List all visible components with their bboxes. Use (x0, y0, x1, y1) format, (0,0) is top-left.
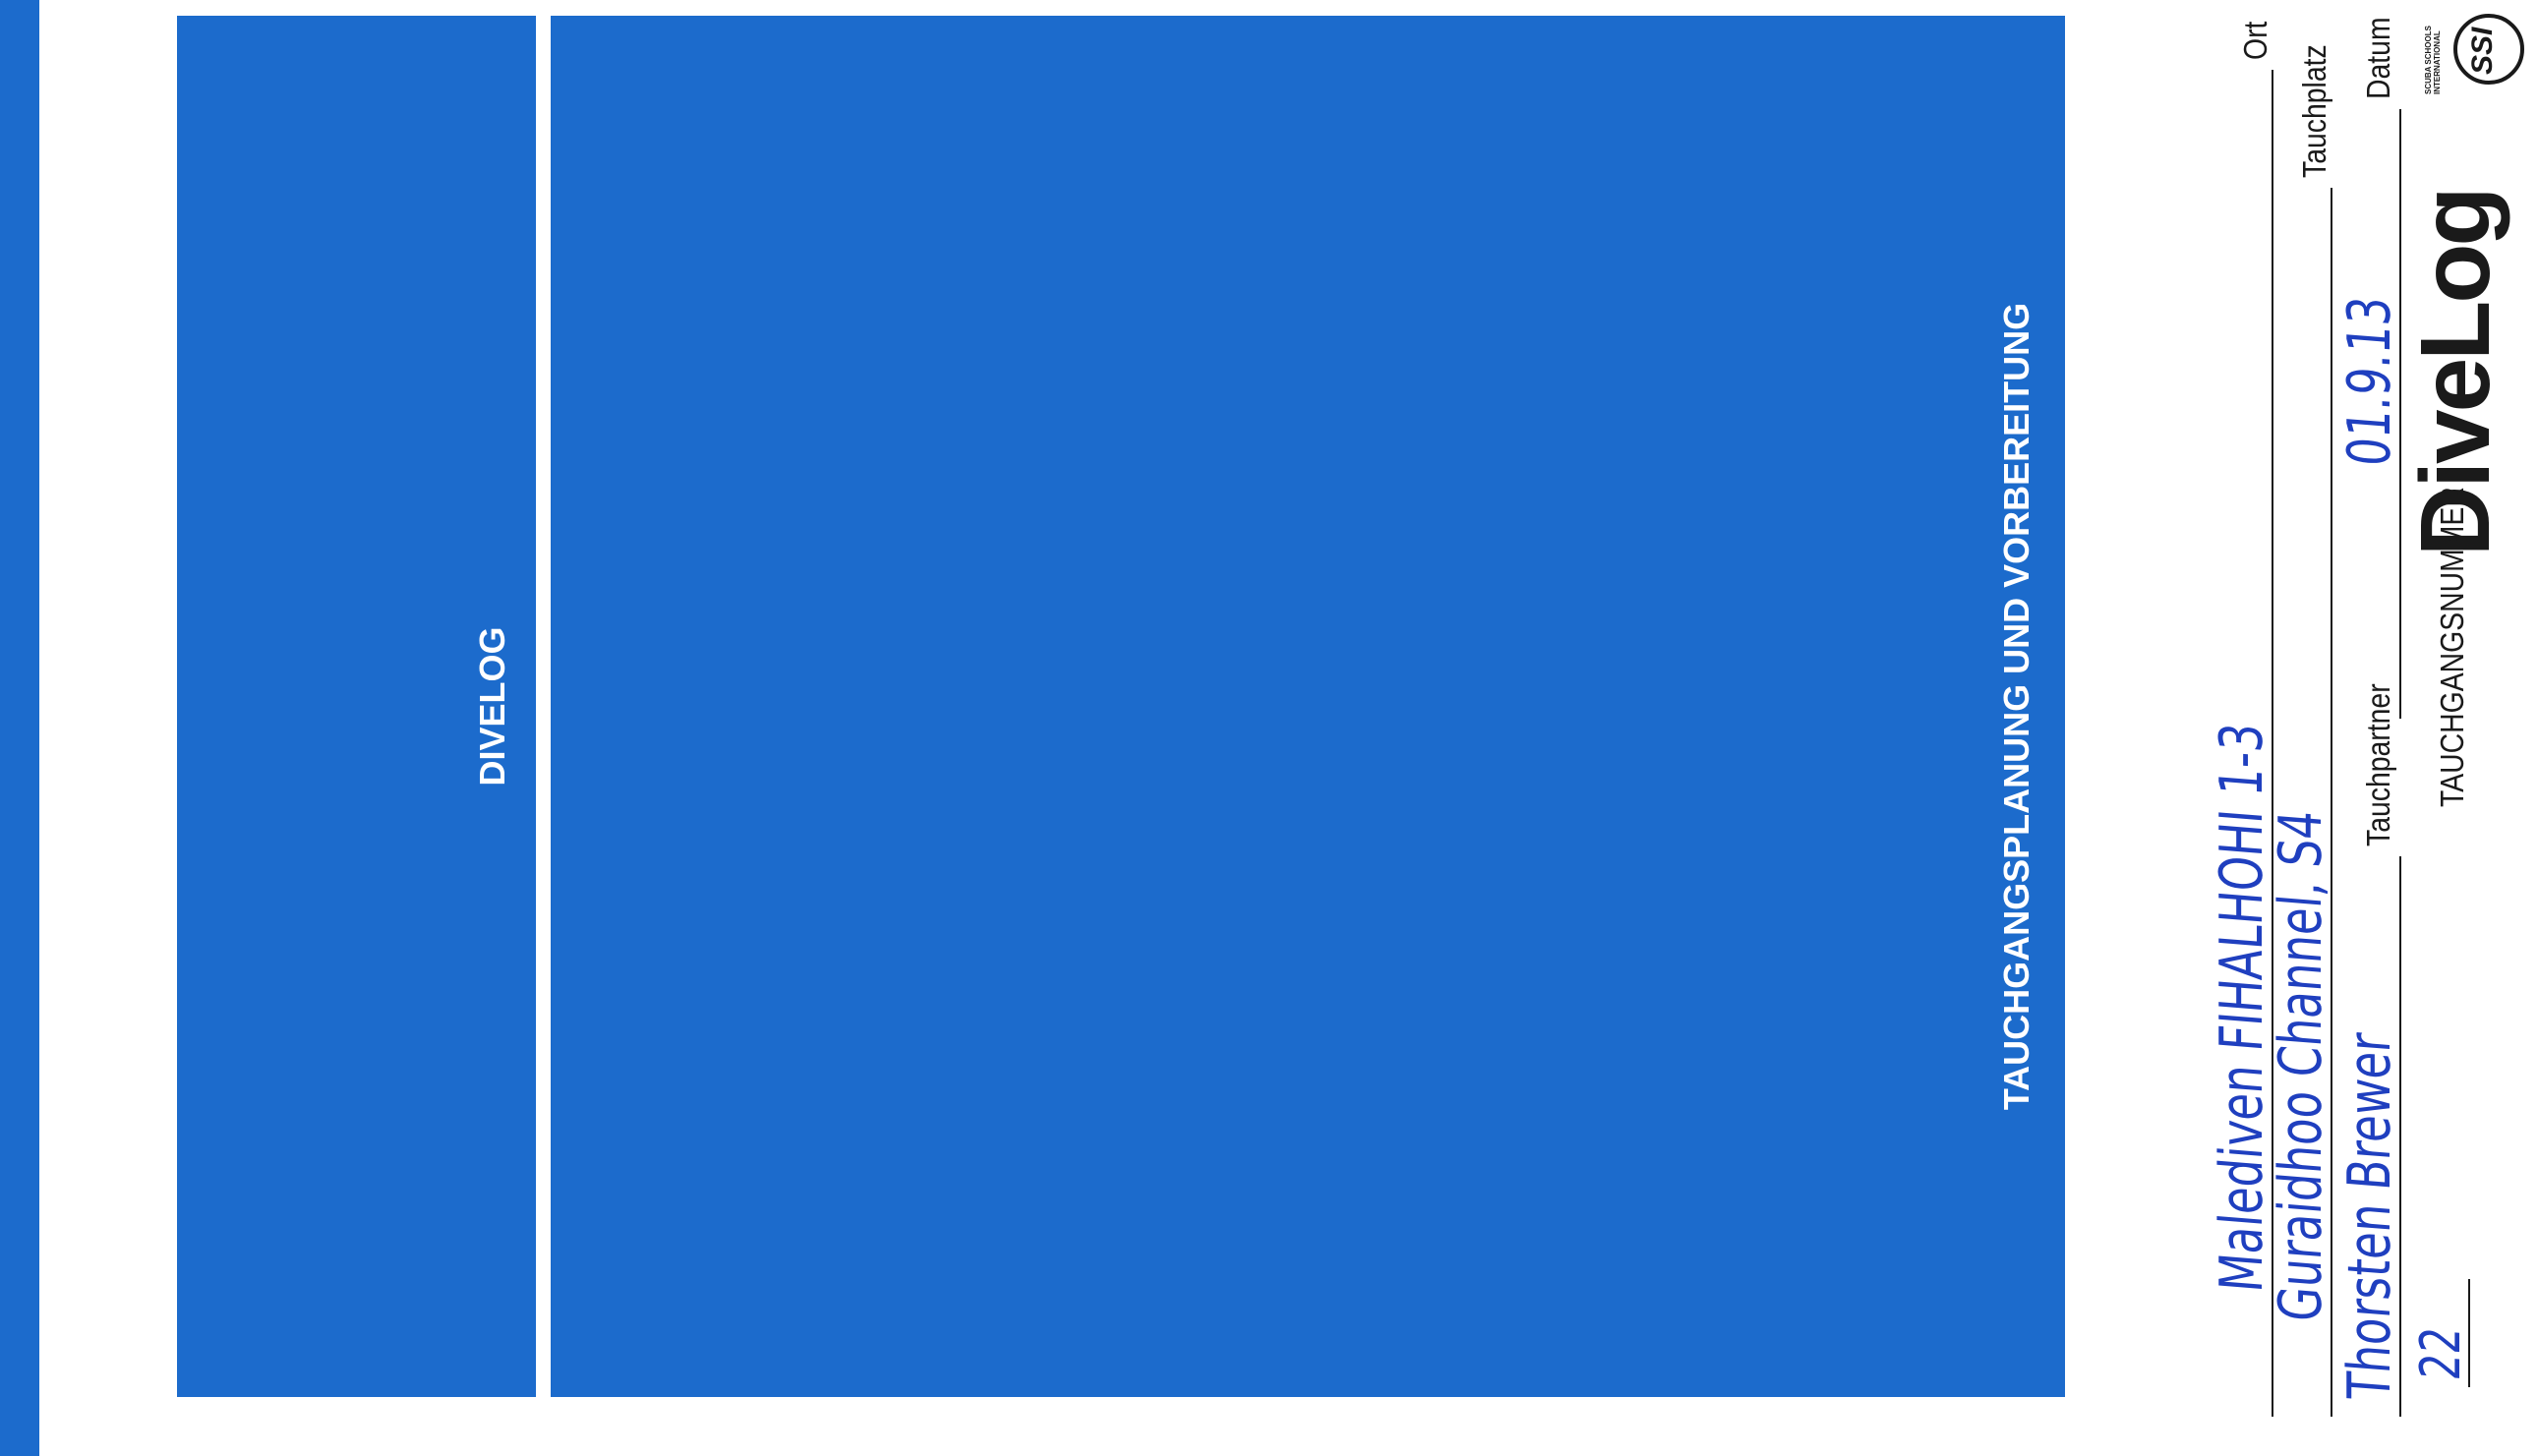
tauchgangsnummer-value: 22 (2409, 1324, 2473, 1383)
ssi-logo-text: SSI (2466, 27, 2499, 75)
ort-label: Ort (2237, 21, 2273, 60)
ort-value: Malediven FIHALHOHI 1-3 (2208, 721, 2276, 1295)
ssi-logo-caption: SCUBA SCHOOLS INTERNATIONAL (2424, 26, 2442, 94)
divelog-title: DiveLog (2400, 189, 2510, 556)
planung-band-title: TAUCHGANGSPLANUNG UND VORBEREITUNG (1996, 302, 2036, 1111)
datum-value: 01.9.13 (2335, 294, 2404, 469)
bottom-band (0, 0, 39, 1456)
divelog-band-title: DIVELOG (472, 626, 512, 786)
tauchpartner-label: Tauchpartner (2360, 683, 2396, 846)
tauchpartner-value: Thorsten Brewer (2335, 1030, 2404, 1403)
planung-band (551, 16, 2065, 1397)
tauchplatz-label: Tauchplatz (2296, 44, 2332, 178)
tauchplatz-value: Guraidhoo Channel, S4 (2267, 808, 2335, 1324)
datum-label: Datum (2360, 17, 2396, 99)
tauchgangsnummer-label: TAUCHGANGSNUMMER (2434, 487, 2470, 807)
